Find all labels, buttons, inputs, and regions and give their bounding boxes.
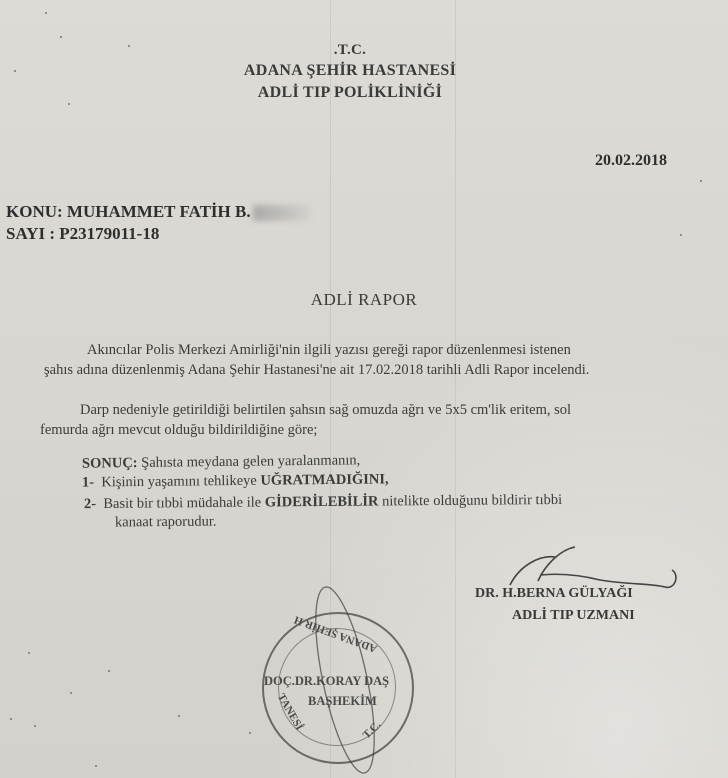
paper-speck (95, 765, 97, 767)
signature-loop-icon (300, 580, 390, 778)
paper-speck (700, 180, 702, 182)
item-text-continued: nitelikte olduğunu bildirir tıbbi (382, 491, 563, 510)
reference-label: SAYI (6, 224, 46, 243)
document-date: 20.02.2018 (595, 152, 667, 169)
paper-fold-line (455, 0, 456, 778)
reference-value: : P23179011-18 (49, 224, 160, 243)
signer-name: DR. H.BERNA GÜLYAĞI (475, 586, 633, 601)
stamp-role: BAŞHEKİM (308, 694, 377, 708)
paper-speck (68, 103, 70, 105)
subject-line (6, 202, 311, 222)
report-title: ADLİ RAPOR (310, 290, 418, 309)
paragraph-2-line-2: femurda ağrı mevcut olduğu bildirildiğine göre; (40, 422, 318, 438)
item-emphasis: GİDERİLEBİLİR (264, 493, 379, 511)
subject-label: KONU: (6, 202, 63, 221)
conclusion-intro (82, 452, 360, 472)
header-hospital-name: ADANA ŞEHİR HASTANESİ (243, 62, 457, 79)
signer-title: ADLİ TIP UZMANI (512, 608, 635, 623)
header-tc: .T.C. (333, 42, 367, 58)
paragraph-2-line-1: Darp nedeniyle getirildiği belirtilen şahsın sağ omuzda ağrı ve 5x5 cm'lik eritem, sol (80, 402, 572, 418)
stamp-ring-bottom: TANESİ (274, 691, 306, 733)
conclusion-item-1 (82, 471, 389, 491)
stamp-ring-top: ADANA ŞEHİR H (292, 613, 379, 655)
conclusion-label: SONUÇ: (81, 455, 138, 472)
paper-speck (45, 12, 47, 14)
conclusion-continuation: kanaat raporudur. (114, 513, 217, 531)
stamp-ring-right: T.C. (360, 718, 384, 742)
paper-speck (34, 725, 36, 727)
paper-speck (60, 36, 62, 38)
paper-speck (108, 670, 110, 672)
item-emphasis: UĞRATMADIĞINI, (260, 471, 389, 489)
paper-speck (28, 652, 30, 654)
paper-speck (249, 732, 251, 734)
item-text: Basit bir tıbbi müdahale ile (103, 494, 262, 512)
conclusion-item-2 (84, 492, 562, 513)
item-number: 2- (83, 495, 97, 513)
paragraph-1-line-1: Akıncılar Polis Merkezi Amirliği'nin ilgili yazısı gereği rapor düzenlenmesi istenen (87, 342, 571, 358)
paragraph-1-line-2: şahıs adına düzenlenmiş Adana Şehir Hastanesi'ne ait 17.02.2018 tarihli Adli Rapor incelendi. (44, 362, 590, 378)
paper-speck (70, 692, 72, 694)
subject-value: MUHAMMET FATİH B. (66, 202, 251, 221)
paper-speck (680, 234, 682, 236)
redacted-surname (253, 205, 311, 221)
item-text: Kişinin yaşamını tehlikeye (101, 472, 257, 491)
header-department: ADLİ TIP POLİKLİNİĞİ (257, 84, 443, 101)
stamp-name: DOÇ.DR.KORAY DAŞ (264, 674, 390, 688)
paper-speck (178, 715, 180, 717)
item-number: 1- (81, 474, 95, 491)
paper-speck (10, 718, 12, 720)
conclusion-intro-text: Şahısta meydana gelen yaralanmanın, (141, 452, 361, 471)
reference-number-line (6, 224, 159, 244)
